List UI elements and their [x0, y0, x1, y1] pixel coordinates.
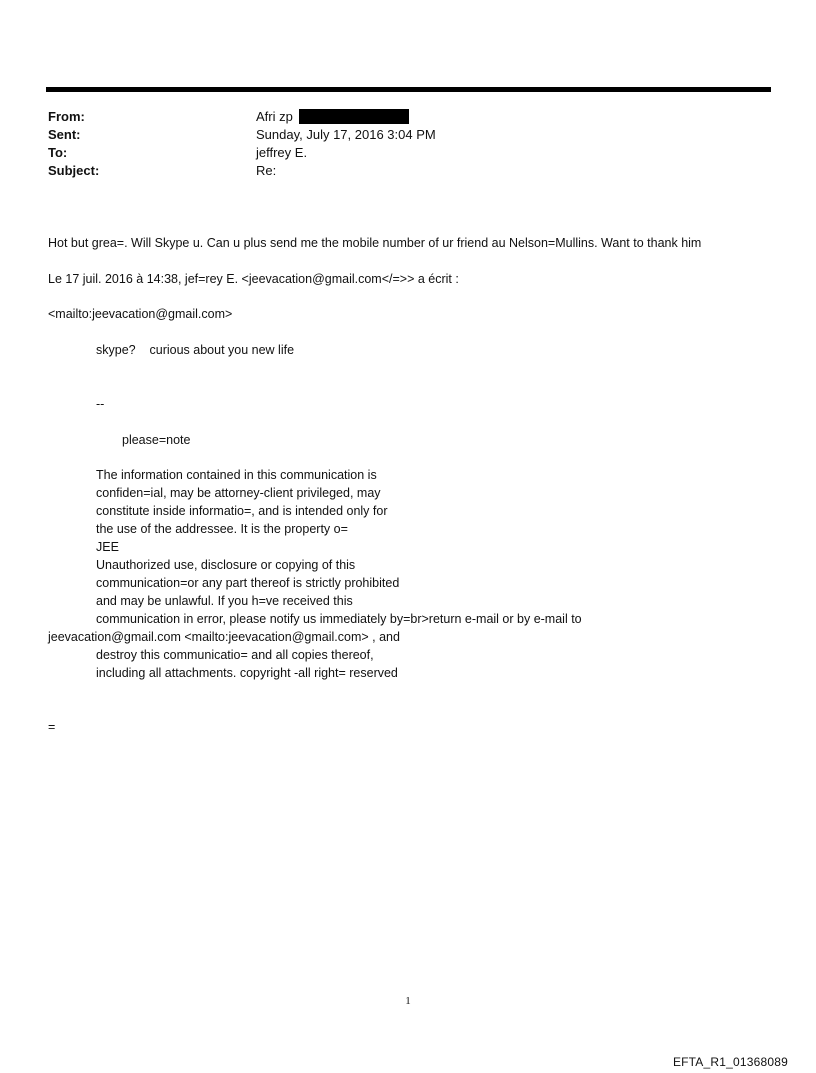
header-rule: [46, 87, 771, 92]
quote-intro: Le 17 juil. 2016 à 14:38, jef=rey E. <jeevacation@gmail.com</=>> a écrit :: [48, 272, 459, 286]
from-label: From:: [48, 109, 85, 124]
disclaimer-line: including all attachments. copyright -all right= reserved: [96, 666, 398, 680]
quoted-message: skype? curious about you new life: [96, 343, 295, 357]
disclaimer-line: JEE: [96, 540, 119, 554]
reply-line: Hot but grea=. Will Skype u. Can u plus send me the mobile number of ur friend au Nelson=Mullins. Want to thank him: [48, 236, 702, 250]
disclaimer-line: Unauthorized use, disclosure or copying of this: [96, 558, 356, 572]
mailto-line: <mailto:jeevacation@gmail.com>: [48, 307, 233, 321]
disclaimer-wrap-line: jeevacation@gmail.com <mailto:jeevacation@gmail.com> , and: [48, 630, 400, 644]
subject-label: Subject:: [48, 163, 100, 178]
disclaimer-line: and may be unlawful. If you h=ve received this: [96, 594, 353, 608]
trailing-equals: =: [48, 720, 56, 734]
page-number: 1: [405, 995, 411, 1007]
to-label: To:: [48, 145, 68, 160]
from-name: Afri zp: [256, 109, 293, 124]
disclaimer-line: constitute inside informatio=, and is intended only for: [96, 504, 388, 518]
sent-value: Sunday, July 17, 2016 3:04 PM: [256, 127, 436, 142]
signature-separator: --: [96, 397, 105, 411]
sent-label: Sent:: [48, 127, 81, 142]
document-id: EFTA_R1_01368089: [672, 1055, 788, 1069]
disclaimer-line: communication=or any part thereof is strictly prohibited: [96, 576, 400, 590]
to-value: jeffrey E.: [256, 145, 308, 160]
disclaimer-line: communication in error, please notify us immediately by=br>return e-mail or by e-mail to: [96, 612, 582, 626]
subject-value: Re:: [256, 163, 277, 178]
disclaimer-line: destroy this communicatio= and all copies thereof,: [96, 648, 374, 662]
disclaimer-line: confiden=ial, may be attorney-client privileged, may: [96, 486, 381, 500]
disclaimer-line: The information contained in this communication is: [96, 468, 377, 482]
redaction-bar: [299, 109, 409, 124]
from-value: [256, 108, 409, 126]
please-note: please=note: [122, 433, 191, 447]
disclaimer-line: the use of the addressee. It is the property o=: [96, 522, 348, 536]
